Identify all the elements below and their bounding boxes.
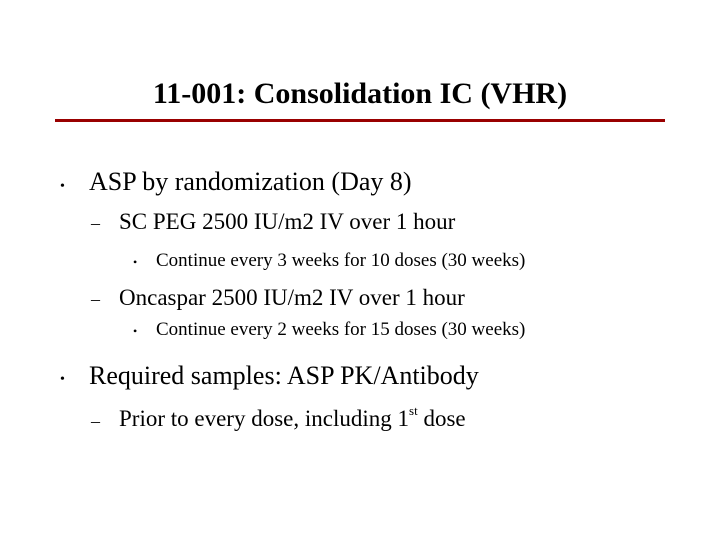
sub-bullet-prior-to-every-dose [119,405,466,433]
sub-sub-bullet-continue-3-weeks: Continue every 3 weeks for 10 doses (30 weeks) [156,250,526,271]
dash-marker: – [91,289,100,309]
bullet-marker: • [133,324,138,338]
ordinal-superscript: st [409,403,418,419]
sub-sub-bullet-continue-2-weeks: Continue every 2 weeks for 15 doses (30 weeks) [156,319,526,340]
bullet-asp-randomization: ASP by randomization (Day 8) [89,167,412,196]
title-divider [55,119,665,122]
bullet-marker: • [133,255,138,269]
sub-bullet-oncaspar: Oncaspar 2500 IU/m2 IV over 1 hour [119,285,465,310]
slide-title: 11-001: Consolidation IC (VHR) [152,77,568,110]
bullet-marker: • [60,372,65,387]
prior-dose-text: Prior to every dose, including 1 [119,406,410,431]
sub-bullet-sc-peg: SC PEG 2500 IU/m2 IV over 1 hour [119,209,456,234]
bullet-required-samples: Required samples: ASP PK/Antibody [89,361,479,390]
bullet-marker: • [60,179,65,194]
dash-marker: – [91,213,100,233]
prior-dose-text-end: dose [417,406,466,431]
dash-marker: – [91,411,100,431]
